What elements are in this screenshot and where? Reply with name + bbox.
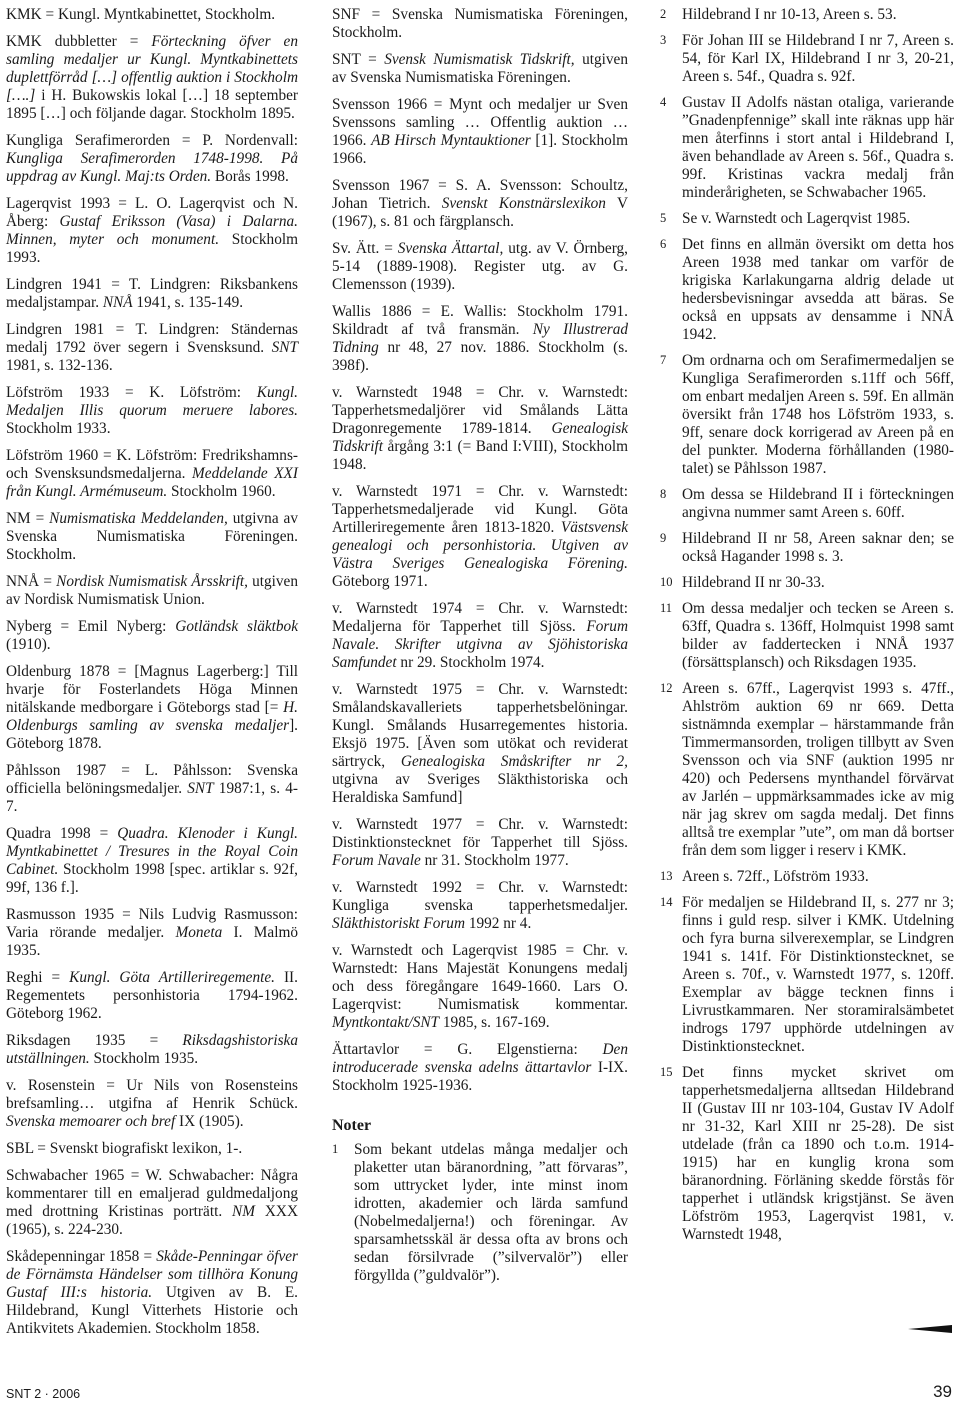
footnote — [660, 236, 954, 344]
footnote-number: 12 — [660, 681, 673, 695]
notes-list-column-2 — [332, 1141, 628, 1285]
footnote-text: Hildebrand II nr 58, Areen saknar den; se också Hagander 1998 s. 3. — [682, 530, 954, 565]
footnote-number: 7 — [660, 353, 667, 367]
reference-entry: v. Warnstedt 1974 = Chr. v. Warnstedt: Medaljerna för Tapperhet till Sjöss. Forum Navale. Skrifter utgivna av Sjöhistoriska Samfundet nr 29. Stockholm 1974. — [332, 600, 628, 671]
footnote-text: För medaljen se Hildebrand II, s. 277 nr 3; finns i guld resp. silver i KMK. Utdelning och fyra burna silverexemplar, se Lindgren 1941 s. 141f. För Distinktionstecknet, se Areen s. 70f., v. Warnstedt 1977, s. 120ff. Exemplar av bägge tecknen finns i Livrustkammaren. Ner storamiralsämbetet indrogs 1797 upphörde utdelningen av Distinktionstecknet. — [682, 894, 954, 1055]
reference-entry: KMK dubbletter = Förteckning öfver en samling medaljer ur Kungl. Myntkabinettets duplettförråd […] offentlig auktion i Stockholm [….] i H. Bukowskis lokal […] 18 september 1895 […] och följande dagar. Stockholm 1895. — [6, 33, 298, 122]
footnote-text: Gustav II Adolfs nästan otaliga, varierande ”Gnadenpfennige” skall inte räknas upp här men återfinns i stort antal i Hildebrand I, även behandlade av Areen s. 56f., Quadra s. 99f. Kristinas vackra medalj från minderårigheten, se Schwabacher 1965. — [682, 94, 954, 201]
footnote-number: 5 — [660, 211, 667, 225]
footnote-text: Det finns en allmän översikt om detta hos Areen 1938 med tankar om varför de krigiska Karlakungarna aldrig delade ut hedersbevisningar avsedda att bäras. Se också en uppsats av densamme i NNÅ 1942. — [682, 236, 954, 343]
footnote — [660, 32, 954, 86]
reference-entry: Påhlsson 1987 = L. Påhlsson: Svenska officiella belöningsmedaljer. SNT 1987:1, s. 4-7. — [6, 762, 298, 815]
footnote-text: Areen s. 67ff., Lagerqvist 1993 s. 47ff., Ahlström auktion 69 nr 669. Detta sistnämnda exemplar – härstammande från Timmermansorden, troligen tillbytt av Sven Svensson och via SNF (auktion 1995 nr 420) och Pedersens mynthandel förvärvat av Jarlén – uppmärksammades icke av mig när jag skrev om sagda medalj. Det finns alltså tre exemplar ”ute”, om man då bortser från dem som ligger i reserv i KMK. — [682, 680, 954, 859]
footnote-number: 4 — [660, 95, 667, 109]
footnote-number: 13 — [660, 869, 673, 883]
reference-entry: Löfström 1960 = K. Löfström: Fredrikshamns- och Svensksundsmedaljerna. Meddelande XXI från Kungl. Armémuseum. Stockholm 1960. — [6, 447, 298, 500]
footnote-text: Som bekant utdelas många medaljer och plaketter utan bäranordning, ”att förvaras”, som uttrycket lyder, inte minst inom idrotten, akademier och lärda samfund (Nobelmedaljerna!) och föreningar. Av sparsamhetsskäl är dessa ofta av brons och sedan försilvrade (”silvervalör”) eller förgyllda (”guldvalör”). — [354, 1141, 628, 1284]
footnote-text: Om dessa medaljer och tecken se Areen s. 63ff, Quadra s. 136ff, Holmquist 1998 samt bilder av faddertecken i NNÅ 1937 (försättsplansch) och Riksdagen 1935. — [682, 600, 954, 671]
column-2 — [332, 6, 628, 1293]
footnote — [660, 94, 954, 202]
reference-entry: v. Warnstedt och Lagerqvist 1985 = Chr. v. Warnstedt: Hans Majestät Konungens medalj och dess föregångare 1649-1660. Lars O. Lagerqvist: Numismatisk kommentar. Myntkontakt/SNT 1985, s. 167-169. — [332, 942, 628, 1031]
reference-entry: v. Warnstedt 1975 = Chr. v. Warnstedt: Smålandskavalleriets tapperhetsbelöningar. Kungl. Smålands Husarregementes historia. Eksjö 1975. [Även som utökat och reviderat särtryck, Genealogiska Småskrifter nr 2, utgivna av Sveriges Släkthistoriska och Heraldiska Samfund] — [332, 681, 628, 806]
footnote-number: 8 — [660, 487, 667, 501]
footnote — [660, 352, 954, 478]
journal-issue-footer: SNT 2 · 2006 — [6, 1387, 81, 1401]
page-number: 39 — [933, 1382, 952, 1401]
reference-entry: Reghi = Kungl. Göta Artilleriregemente. II. Regementets personhistoria 1794-1962. Göteborg 1962. — [6, 969, 298, 1022]
footnote-number: 15 — [660, 1065, 673, 1079]
reference-entry: Nyberg = Emil Nyberg: Gotländsk släktbok (1910). — [6, 618, 298, 653]
footnote-number: 10 — [660, 575, 673, 589]
reference-entry: Sv. Ätt. = Svenska Ättartal, utg. av V. Örnberg, 5-14 (1889-1908). Register utg. av G. Clemensson (1939). — [332, 240, 628, 293]
footnote — [660, 1064, 954, 1244]
reference-entry: v. Warnstedt 1977 = Chr. v. Warnstedt: Distinktionstecknet för Tapperhet till Sjöss. Forum Navale nr 31. Stockholm 1977. — [332, 816, 628, 869]
column-3 — [660, 6, 954, 1252]
footnote-text: För Johan III se Hildebrand I nr 7, Areen s. 54, för Karl IX, Hildebrand I nr 3, 20-21, Areen s. 54f., Quadra s. 92f. — [682, 32, 954, 85]
reference-entry: Schwabacher 1965 = W. Schwabacher: Några kommentarer till en emaljerad guldmedaljong med drottning Kristinas porträtt. NM XXX (1965), s. 224-230. — [6, 1167, 298, 1238]
reference-entry: Riksdagen 1935 = Riksdagshistoriska utställningen. Stockholm 1935. — [6, 1032, 298, 1067]
reference-entry: Kungliga Serafimerorden = P. Nordenvall: Kungliga Serafimerorden 1748-1998. På uppdrag av Kungl. Maj:ts Orden. Borås 1998. — [6, 132, 298, 185]
reference-entry: NNÅ = Nordisk Numismatisk Årsskrift, utgiven av Nordisk Numismatisk Union. — [6, 573, 298, 608]
footnote-text: Om dessa se Hildebrand II i förteckningen angivna nummer samt Areen s. 60ff. — [682, 486, 954, 521]
footnote-number: 3 — [660, 33, 667, 47]
footnote-text: Areen s. 72ff., Löfström 1933. — [682, 868, 869, 885]
footnote-text: Hildebrand I nr 10-13, Areen s. 53. — [682, 6, 897, 23]
footnote — [660, 600, 954, 672]
footnote — [660, 680, 954, 860]
column-1 — [6, 6, 298, 1347]
reference-entry: v. Warnstedt 1992 = Chr. v. Warnstedt: Kungliga svenska tapperhetsmedaljer. Släkthistoriskt Forum 1992 nr 4. — [332, 879, 628, 932]
footnote-text: Om ordnarna och om Serafimermedaljen se Kungliga Serafimerorden s.11ff och 56ff, om enbart medaljen Areen s. 59f. En allmän översikt från 1748 hos Löfström 1933, s. 9ff, senare dock korrigerad av Areen på en del punkter. Moderna förhållanden (1980-talet) se Påhlsson 1987. — [682, 352, 954, 477]
footnote-number: 2 — [660, 7, 667, 21]
reference-entry: Löfström 1933 = K. Löfström: Kungl. Medaljen Illis quorum meruere labores. Stockholm 1933. — [6, 384, 298, 437]
footnote-number: 14 — [660, 895, 673, 909]
continuation-arrow-icon — [908, 1325, 952, 1333]
reference-entry: Ättartavlor = G. Elgenstierna: Den introducerade svenska adelns ättartavlor I-IX. Stockholm 1925-1936. — [332, 1041, 628, 1094]
reference-entry: Lindgren 1981 = T. Lindgren: Ständernas medalj 1792 över segern i Svensksund. SNT 1981, s. 132-136. — [6, 321, 298, 374]
footnote — [332, 1141, 628, 1285]
reference-entry: KMK = Kungl. Myntkabinettet, Stockholm. — [6, 6, 276, 23]
reference-entry: Rasmusson 1935 = Nils Ludvig Rasmusson: Varia rörande medaljer. Moneta I. Malmö 1935. — [6, 906, 298, 959]
reference-entry: SNF = Svenska Numismatiska Föreningen, Stockholm. — [332, 6, 628, 41]
footnote-text: Det finns mycket skrivet om tapperhetsmedaljerna alltsedan Hildebrand II (Gustav III nr 103-104, Gustav IV Adolf nr 31-32, Karl XIII nr 25-28). De sist utdelade (från ca 1890 och t.o.m. 1914-1915) har en kunglig krona som bäranordning. Förläning skedde förstås för tapperhet i utländsk krigstjänst. Se även Löfström 1953, Lagerqvist 1981, v. Warnstedt 1948, — [682, 1064, 954, 1243]
footnote — [660, 530, 954, 566]
footnote — [660, 6, 954, 24]
footnote-number: 11 — [660, 601, 673, 615]
footnote — [660, 868, 954, 886]
footnote-number: 9 — [660, 531, 667, 545]
reference-entry: Skådepenningar 1858 = Skåde-Penningar öfver de Förnämsta Händelser som tillhöra Konung Gustaf III:s historia. Utgiven av B. E. Hildebrand, Kungl Vitterhets Historie och Antikvitets Akademien. Stockholm 1858. — [6, 1248, 298, 1337]
footnote-number: 6 — [660, 237, 667, 251]
footnote — [660, 894, 954, 1056]
reference-entry: Lagerqvist 1993 = L. O. Lagerqvist och N. Åberg: Gustaf Eriksson (Vasa) i Dalarna. Minnen, myter och monument. Stockholm 1993. — [6, 195, 298, 266]
footnote-text: Se v. Warnstedt och Lagerqvist 1985. — [682, 210, 911, 227]
column-2-entries — [332, 6, 628, 1095]
footnote — [660, 486, 954, 522]
footnote-number: 1 — [332, 1142, 339, 1156]
reference-entry: Svensson 1967 = S. A. Svensson: Schoultz, Johan Tietrich. Svenskt Konstnärslexikon V (1967), s. 81 och färgplansch. — [332, 177, 628, 230]
reference-entry: Oldenburg 1878 = [Magnus Lagerberg:] Till hvarje för Fosterlandets Höga Minnen nitälskande medborgare i Göteborgs stad [= H. Oldenburgs samling av svenska medaljer]. Göteborg 1878. — [6, 663, 298, 752]
reference-entry: v. Warnstedt 1971 = Chr. v. Warnstedt: Tapperhetsmedaljerade vid Kungl. Göta Artilleriregemente åren 1813-1820. Västsvensk genealogi och personhistoria. Utgiven av Västra Sveriges Genealogiska Förening. Göteborg 1971. — [332, 483, 628, 590]
footnote-text: Hildebrand II nr 30-33. — [682, 574, 825, 591]
reference-entry: NM = Numismatiska Meddelanden, utgivna av Svenska Numismatiska Föreningen. Stockholm. — [6, 510, 298, 563]
reference-entry: v. Rosenstein = Ur Nils von Rosensteins brefsamling… utgifna af Henrik Schück. Svenska memoarer och bref IX (1905). — [6, 1077, 298, 1130]
reference-entry: SNT = Svensk Numismatisk Tidskrift, utgiven av Svenska Numismatiska Föreningen. — [332, 51, 628, 86]
footnote — [660, 210, 954, 228]
reference-entry: Quadra 1998 = Quadra. Klenoder i Kungl. Myntkabinettet / Tresures in the Royal Coin Cabinet. Stockholm 1998 [spec. artiklar s. 92f, 99f, 136 f.]. — [6, 825, 298, 896]
reference-entry: Wallis 1886 = E. Wallis: Stockholm 1791. Skildradt af två fransmän. Ny Illustrerad Tidning nr 48, 27 nov. 1886. Stockholm (s. 398f). — [332, 303, 628, 374]
reference-entry: Svensson 1966 = Mynt och medaljer ur Sven Svenssons samling … Offentlig auktion … 1966. AB Hirsch Myntauktioner [1]. Stockholm 1966. — [332, 96, 628, 167]
reference-entry: Lindgren 1941 = T. Lindgren: Riksbankens medaljstampar. NNÅ 1941, s. 135-149. — [6, 276, 298, 311]
footnote — [660, 574, 954, 592]
reference-entry: SBL = Svenskt biografiskt lexikon, 1-. — [6, 1140, 243, 1157]
notes-heading: Noter — [332, 1117, 372, 1134]
reference-entry: v. Warnstedt 1948 = Chr. v. Warnstedt: Tapperhetsmedaljörer vid Smålands Lätta Dragonregemente 1789-1814. Genealogisk Tidskrift årgång 3:1 (= Band I:VIII), Stockholm 1948. — [332, 384, 628, 473]
